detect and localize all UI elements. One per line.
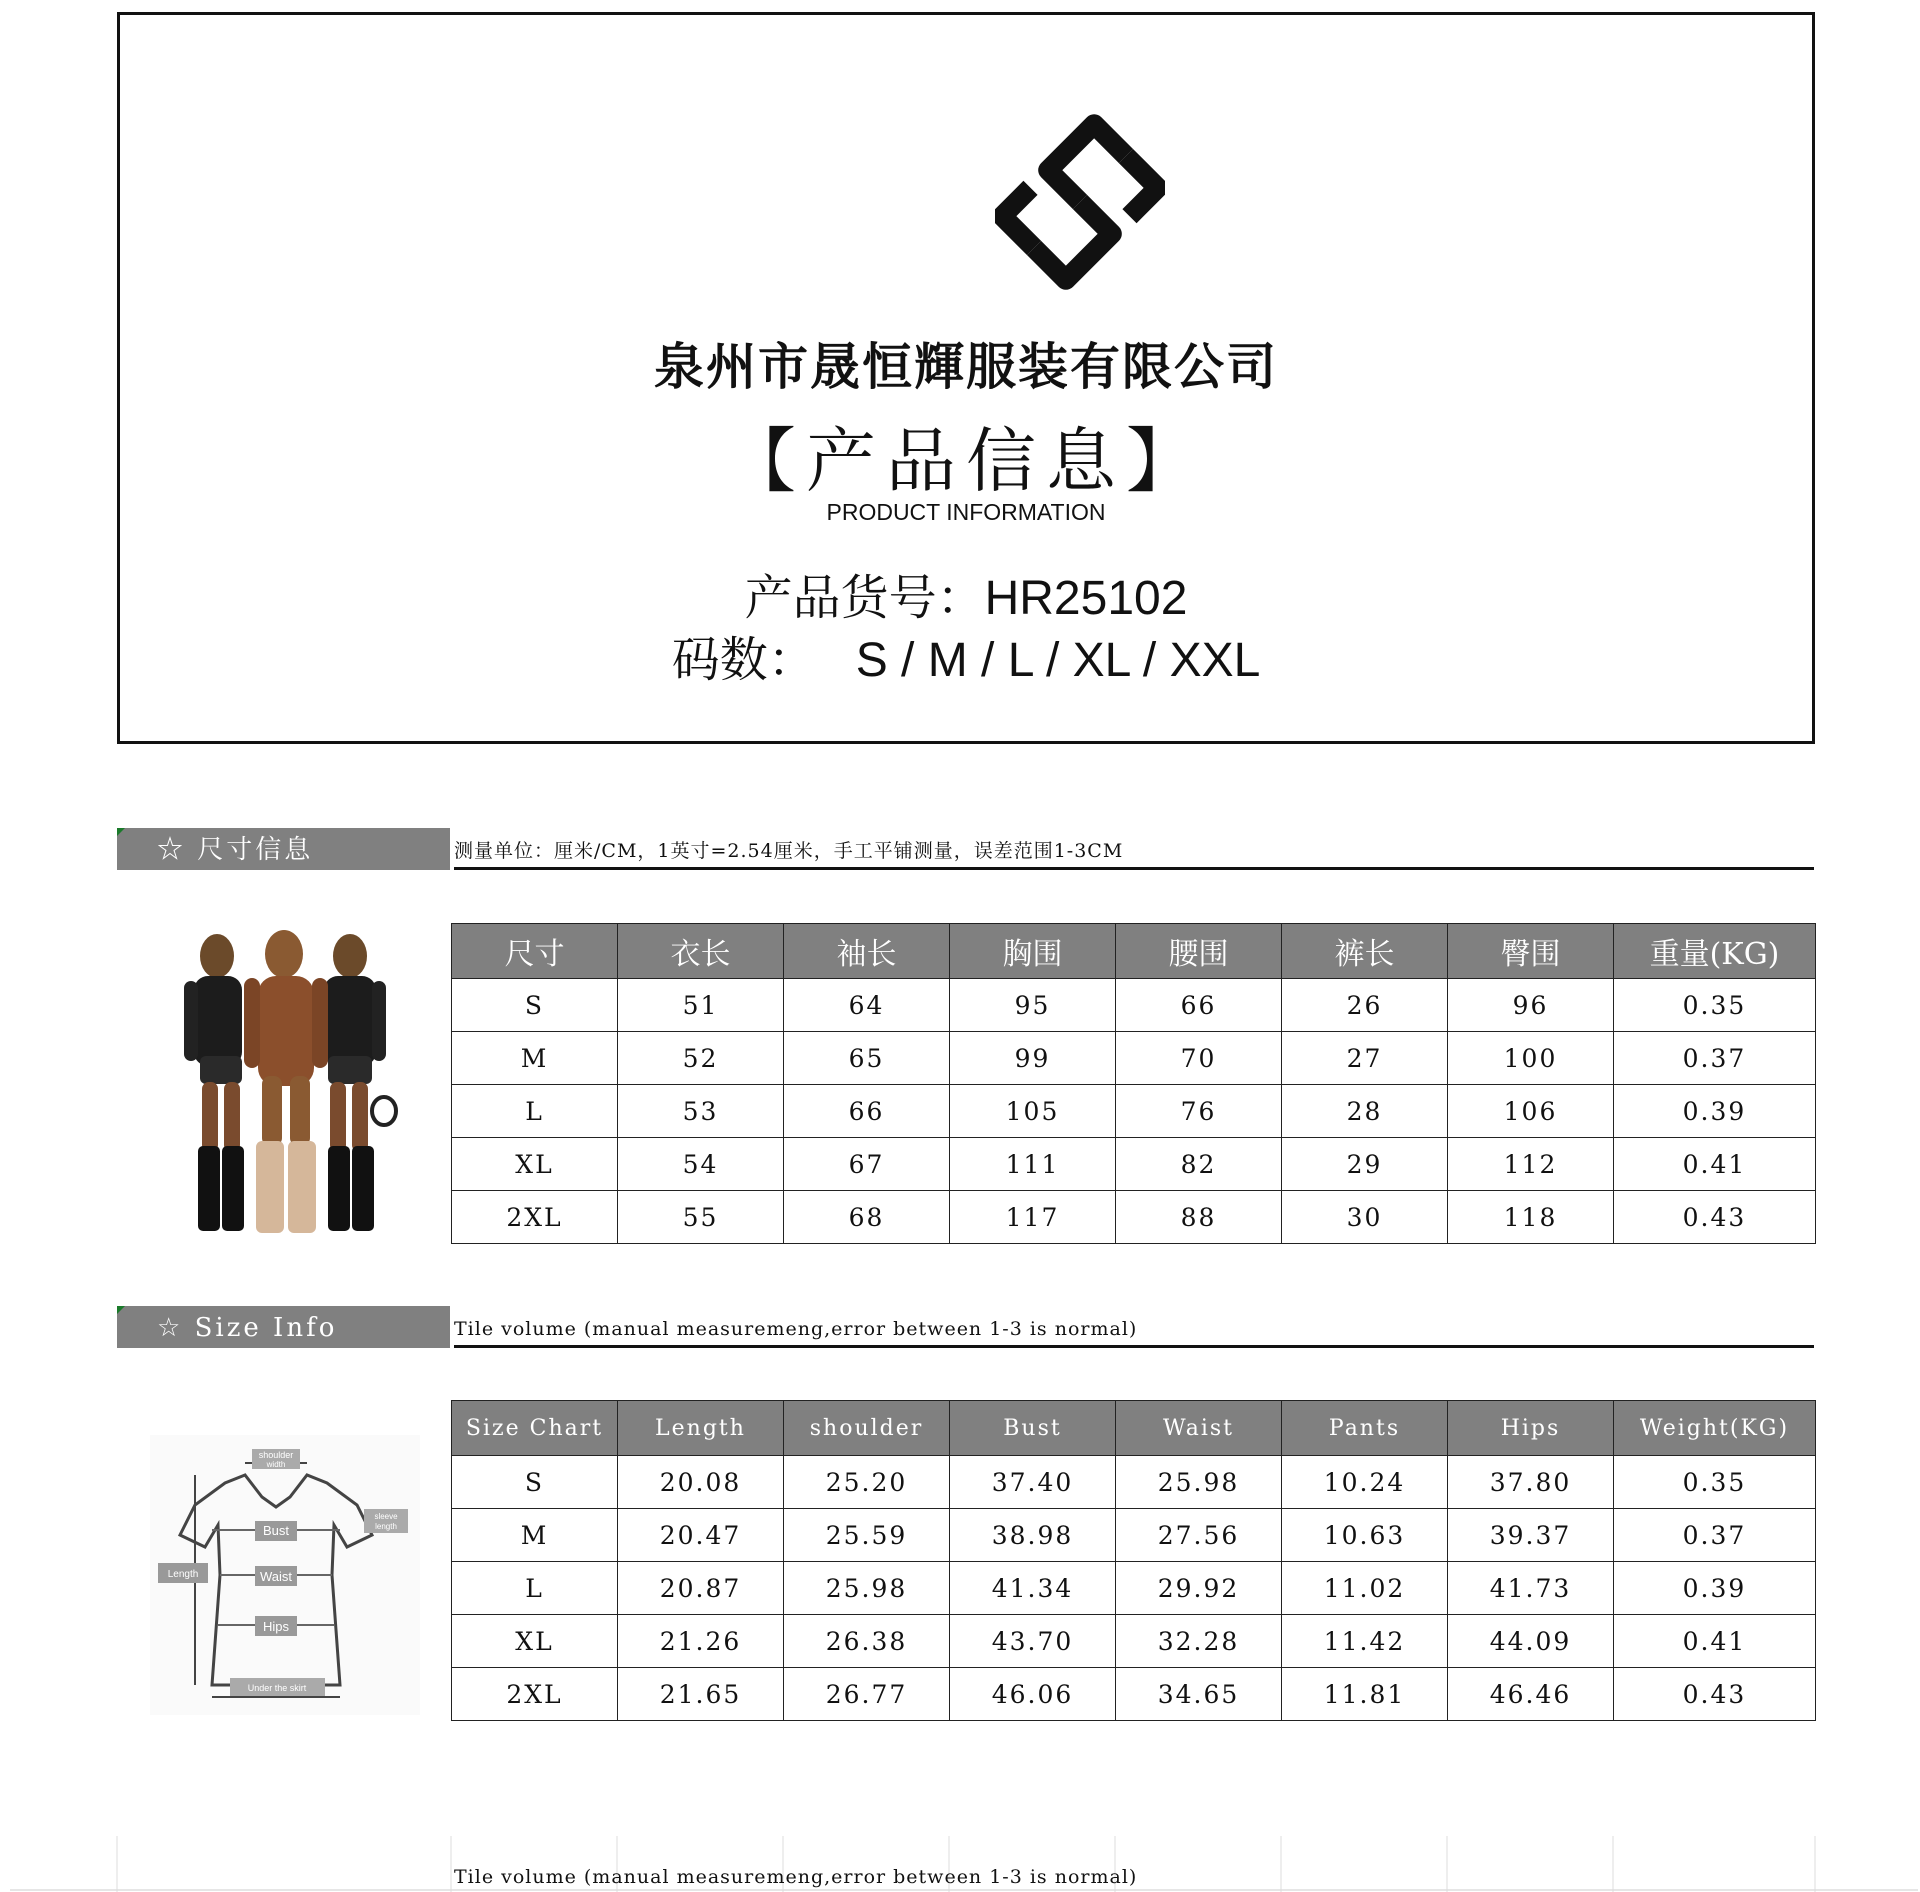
header-pants: Pants: [1282, 1401, 1448, 1456]
model-figure-right: [324, 934, 396, 1231]
table-cell: 27: [1282, 1032, 1448, 1085]
diagram-label-waist: Waist: [259, 1569, 293, 1584]
diagram-label-sleeve: sleeve: [374, 1512, 398, 1521]
table-row: [452, 1509, 1816, 1562]
measurement-note-en: Tile volume (manual measuremeng,error between 1-3 is normal): [454, 1306, 1814, 1348]
table-header-row: [452, 924, 1816, 979]
table-cell: 20.87: [618, 1562, 784, 1615]
table-cell: 0.35: [1614, 1456, 1816, 1509]
garment-measurement-diagram: [150, 1435, 420, 1715]
table-cell: 64: [784, 979, 950, 1032]
table-cell: 0.35: [1614, 979, 1816, 1032]
size-range: 码数： S / M / L / XL / XXL: [671, 634, 1261, 687]
table-cell: 34.65: [1116, 1668, 1282, 1721]
table-cell: 68: [784, 1191, 950, 1244]
table-cell: 99: [950, 1032, 1116, 1085]
table-cell: 20.47: [618, 1509, 784, 1562]
table-cell: 37.40: [950, 1456, 1116, 1509]
table-cell: 118: [1448, 1191, 1614, 1244]
header-length: 衣长: [618, 924, 784, 979]
table-header-row: [452, 1401, 1816, 1456]
header-hips: Hips: [1448, 1401, 1614, 1456]
title-en: PRODUCT INFORMATION: [826, 499, 1106, 525]
table-cell: 29.92: [1116, 1562, 1282, 1615]
table-cell: 111: [950, 1138, 1116, 1191]
table-cell: 95: [950, 979, 1116, 1032]
table-cell: 66: [1116, 979, 1282, 1032]
table-row: [452, 1615, 1816, 1668]
table-cell: 26.38: [784, 1615, 950, 1668]
table-cell: 53: [618, 1085, 784, 1138]
table-cell: 0.39: [1614, 1562, 1816, 1615]
table-cell: 10.24: [1282, 1456, 1448, 1509]
table-cell: M: [452, 1032, 618, 1085]
table-cell: 0.41: [1614, 1615, 1816, 1668]
table-cell: 67: [784, 1138, 950, 1191]
diagram-label-bust: Bust: [262, 1523, 290, 1538]
footer-note: Tile volume (manual measuremeng,error between 1-3 is normal): [454, 1866, 1138, 1888]
table-row: [452, 1085, 1816, 1138]
table-cell: XL: [452, 1615, 618, 1668]
table-cell: 106: [1448, 1085, 1614, 1138]
title-cn: 【产品信息】: [726, 420, 1206, 502]
table-row: [452, 1668, 1816, 1721]
product-info-header: [117, 12, 1815, 744]
table-cell: 37.80: [1448, 1456, 1614, 1509]
table-cell: 28: [1282, 1085, 1448, 1138]
diagram-label-length: Length: [167, 1569, 199, 1580]
header-weight: Weight(KG): [1614, 1401, 1816, 1456]
product-photo: [172, 926, 408, 1246]
table-cell: L: [452, 1085, 618, 1138]
cell-marker-icon: [117, 1306, 125, 1314]
table-cell: S: [452, 979, 618, 1032]
table-cell: 25.20: [784, 1456, 950, 1509]
table-cell: 21.26: [618, 1615, 784, 1668]
table-cell: XL: [452, 1138, 618, 1191]
table-cell: S: [452, 1456, 618, 1509]
table-cell: 11.42: [1282, 1615, 1448, 1668]
table-cell: 112: [1448, 1138, 1614, 1191]
table-cell: 44.09: [1448, 1615, 1614, 1668]
size-table-inch: [451, 1400, 1816, 1721]
header-sleeve: 袖长: [784, 924, 950, 979]
svg-text:length: length: [375, 1522, 397, 1531]
section-label-cn: [117, 828, 450, 870]
table-cell: M: [452, 1509, 618, 1562]
section-label-text: ☆ Size Info: [157, 1313, 338, 1343]
table-cell: 25.98: [1116, 1456, 1282, 1509]
table-cell: 105: [950, 1085, 1116, 1138]
model-figure-left: [184, 934, 244, 1231]
table-cell: 41.34: [950, 1562, 1116, 1615]
header-size: 尺寸: [452, 924, 618, 979]
header-weight: 重量(KG): [1614, 924, 1816, 979]
table-cell: 96: [1448, 979, 1614, 1032]
table-row: [452, 1562, 1816, 1615]
measurement-note-cn: 测量单位：厘米/CM，1英寸=2.54厘米，手工平铺测量，误差范围1-3CM: [454, 828, 1814, 870]
table-cell: 29: [1282, 1138, 1448, 1191]
table-cell: 76: [1116, 1085, 1282, 1138]
table-cell: 88: [1116, 1191, 1282, 1244]
cell-marker-icon: [117, 828, 125, 836]
header-hips: 臀围: [1448, 924, 1614, 979]
table-cell: 65: [784, 1032, 950, 1085]
table-cell: 26.77: [784, 1668, 950, 1721]
table-row: [452, 1456, 1816, 1509]
diagram-label-shoulder: shoulder: [258, 1450, 294, 1460]
svg-text:width: width: [266, 1460, 286, 1469]
item-number: 产品货号：HR25102: [744, 572, 1188, 625]
table-cell: 11.81: [1282, 1668, 1448, 1721]
table-cell: L: [452, 1562, 618, 1615]
diagram-label-hips: Hips: [262, 1619, 290, 1634]
table-cell: 27.56: [1116, 1509, 1282, 1562]
table-cell: 0.39: [1614, 1085, 1816, 1138]
table-cell: 0.37: [1614, 1509, 1816, 1562]
table-cell: 0.43: [1614, 1191, 1816, 1244]
table-cell: 100: [1448, 1032, 1614, 1085]
table-row: [452, 1032, 1816, 1085]
header-bust: 胸围: [950, 924, 1116, 979]
table-row: [452, 1138, 1816, 1191]
company-name: 泉州市晟恒輝服装有限公司: [654, 337, 1278, 396]
table-cell: 21.65: [618, 1668, 784, 1721]
header-pants: 裤长: [1282, 924, 1448, 979]
table-cell: 2XL: [452, 1191, 618, 1244]
table-cell: 0.41: [1614, 1138, 1816, 1191]
model-figure-center: [244, 930, 328, 1233]
table-cell: 70: [1116, 1032, 1282, 1085]
table-cell: 117: [950, 1191, 1116, 1244]
table-cell: 32.28: [1116, 1615, 1282, 1668]
table-cell: 20.08: [618, 1456, 784, 1509]
table-cell: 25.59: [784, 1509, 950, 1562]
header-bust: Bust: [950, 1401, 1116, 1456]
table-cell: 55: [618, 1191, 784, 1244]
table-cell: 2XL: [452, 1668, 618, 1721]
table-cell: 25.98: [784, 1562, 950, 1615]
table-cell: 11.02: [1282, 1562, 1448, 1615]
header-waist: Waist: [1116, 1401, 1282, 1456]
table-cell: 41.73: [1448, 1562, 1614, 1615]
diagram-label-hem: Under the skirt: [247, 1683, 307, 1693]
table-cell: 54: [618, 1138, 784, 1191]
header-length: Length: [618, 1401, 784, 1456]
table-cell: 46.46: [1448, 1668, 1614, 1721]
table-cell: 52: [618, 1032, 784, 1085]
table-cell: 10.63: [1282, 1509, 1448, 1562]
brand-logo-icon: [995, 97, 1165, 307]
table-cell: 0.37: [1614, 1032, 1816, 1085]
table-cell: 66: [784, 1085, 950, 1138]
header-waist: 腰围: [1116, 924, 1282, 979]
table-cell: 26: [1282, 979, 1448, 1032]
table-cell: 39.37: [1448, 1509, 1614, 1562]
table-cell: 46.06: [950, 1668, 1116, 1721]
table-row: [452, 1191, 1816, 1244]
table-cell: 0.43: [1614, 1668, 1816, 1721]
table-cell: 38.98: [950, 1509, 1116, 1562]
table-cell: 82: [1116, 1138, 1282, 1191]
table-row: [452, 979, 1816, 1032]
size-table-cm: [451, 923, 1816, 1244]
table-cell: 30: [1282, 1191, 1448, 1244]
header-shoulder: shoulder: [784, 1401, 950, 1456]
table-cell: 51: [618, 979, 784, 1032]
header-size-chart: Size Chart: [452, 1401, 618, 1456]
section-label-en: [117, 1306, 450, 1348]
table-cell: 43.70: [950, 1615, 1116, 1668]
section-label-text: ☆ 尺寸信息: [157, 835, 314, 865]
